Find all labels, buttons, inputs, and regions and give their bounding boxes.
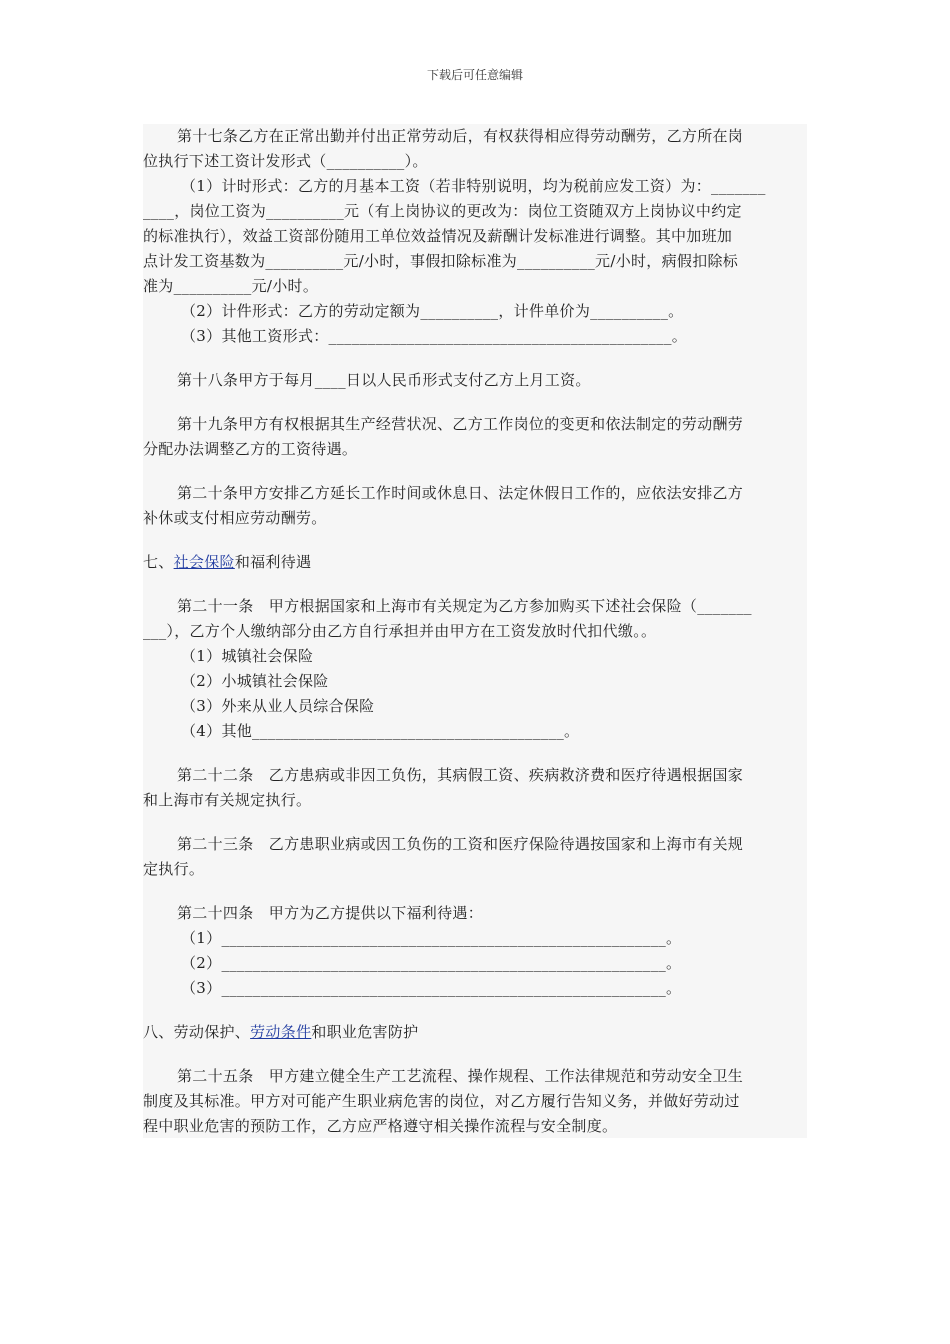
article-21-item-2: （2）小城镇社会保险 [181, 672, 329, 690]
article-20-line-1: 第二十条甲方安排乙方延长工作时间或休息日、法定休假日工作的，应依法安排乙方 [177, 484, 744, 502]
article-25-line-1: 第二十五条 甲方建立健全生产工艺流程、操作规程、工作法律规范和劳动安全卫生 [177, 1067, 744, 1085]
section-7-heading [143, 550, 311, 574]
article-21-line-1: 第二十一条 甲方根据国家和上海市有关规定为乙方参加购买下述社会保险（_______ [177, 597, 752, 615]
article-23-line-2: 定执行。 [143, 860, 205, 878]
article-17-line-7: 准为__________元/小时。 [143, 277, 319, 295]
article-21-item-4: （4）其他________________________________________。 [181, 722, 580, 740]
page-header: 下载后可任意编辑 [426, 68, 523, 82]
article-17-line-1: 第十七条乙方在正常出勤并付出正常劳动后，有权获得相应得劳动酬劳，乙方所在岗 [177, 127, 744, 145]
article-17-line-2: 位执行下述工资计发形式（__________）。 [143, 152, 428, 170]
labor-conditions-link[interactable]: 劳动条件 [250, 1023, 312, 1041]
article-24-line-1: 第二十四条 甲方为乙方提供以下福利待遇： [177, 904, 484, 922]
article-18: 第十八条甲方于每月____日以人民币形式支付乙方上月工资。 [177, 371, 591, 389]
article-24-item-2: （2）_________________________________________________________。 [181, 954, 682, 972]
article-22-line-1: 第二十二条 乙方患病或非因工负伤，其病假工资、疾病救济费和医疗待遇根据国家 [177, 766, 744, 784]
document-body [143, 124, 807, 1138]
article-21-item-1: （1）城镇社会保险 [181, 647, 314, 665]
social-insurance-link[interactable]: 社会保险 [173, 553, 235, 571]
article-17-line-5: 的标准执行），效益工资部份随用工单位效益情况及薪酬计发标准进行调整。其中加班加 [143, 227, 733, 245]
article-17-line-6: 点计发工资基数为__________元/小时，事假扣除标准为__________元/小时，病假扣除标 [143, 252, 739, 270]
section-7-suffix: 和福利待遇 [234, 553, 312, 571]
article-19-line-1: 第十九条甲方有权根据其生产经营状况、乙方工作岗位的变更和依法制定的劳动酬劳 [177, 415, 744, 433]
article-24-item-1: （1）_________________________________________________________。 [181, 929, 682, 947]
article-17-other-form: （3）其他工资形式：____________________________________________。 [181, 327, 688, 345]
article-22-line-2: 和上海市有关规定执行。 [143, 791, 312, 809]
section-8-heading [143, 1020, 418, 1044]
article-20-line-2: 补休或支付相应劳动酬劳。 [143, 509, 327, 527]
article-17-piece-form: （2）计件形式：乙方的劳动定额为__________，计件单价为__________。 [181, 302, 684, 320]
article-21-line-2: ___），乙方个人缴纳部分由乙方自行承担并由甲方在工资发放时代扣代缴。。 [143, 622, 657, 640]
article-17-timed-form: （1）计时形式：乙方的月基本工资（若非特别说明，均为税前应发工资）为：_______ [181, 177, 766, 195]
article-23-line-1: 第二十三条 乙方患职业病或因工负伤的工资和医疗保险待遇按国家和上海市有关规 [177, 835, 744, 853]
article-25-line-2: 制度及其标准。甲方对可能产生职业病危害的岗位，对乙方履行告知义务，并做好劳动过 [143, 1092, 740, 1110]
article-24-item-3: （3）_________________________________________________________。 [181, 979, 682, 997]
section-7-prefix: 七、 [143, 553, 174, 571]
article-17-line-4: ____，岗位工资为__________元（有上岗协议的更改为：岗位工资随双方上岗协议中约定 [143, 202, 742, 220]
article-21-item-3: （3）外来从业人员综合保险 [181, 697, 375, 715]
article-25-line-3: 程中职业危害的预防工作，乙方应严格遵守相关操作流程与安全制度。 [143, 1117, 618, 1135]
article-19-line-2: 分配办法调整乙方的工资待遇。 [143, 440, 358, 458]
section-8-suffix: 和职业危害防护 [311, 1023, 419, 1041]
section-8-prefix: 八、劳动保护、 [143, 1023, 251, 1041]
